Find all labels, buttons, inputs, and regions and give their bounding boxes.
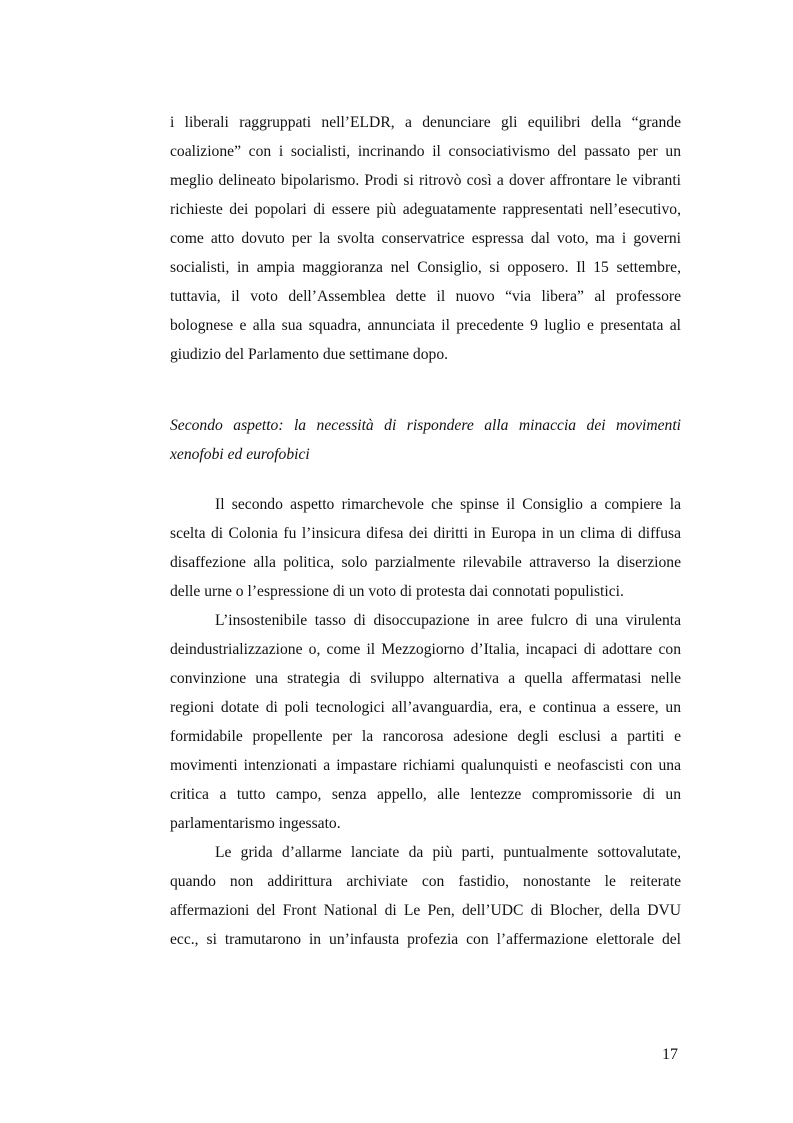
paragraph-line: critica a tutto campo, senza appello, alle lentezze compromissorie di un [170,786,681,803]
paragraph-line: come atto dovuto per la svolta conservatrice espressa dal voto, ma i governi [170,230,681,247]
paragraph-line: coalizione” con i socialisti, incrinando il consociativismo del passato per un [170,143,681,160]
paragraph-line: richieste dei popolari di essere più adeguatamente rappresentati nell’esecutivo, [170,201,681,218]
heading-line: Secondo aspetto: la necessità di rispondere alla minaccia dei movimenti [170,417,681,434]
paragraph-line: giudizio del Parlamento due settimane dopo. [170,346,449,363]
paragraph-line: quando non addirittura archiviate con fastidio, nonostante le reiterate [170,873,681,890]
paragraph-line: delle urne o l’espressione di un voto di protesta dai connotati populistici. [170,583,624,600]
paragraph-line: disaffezione alla politica, solo parzialmente rilevabile attraverso la diserzione [170,554,681,571]
paragraph-line: tuttavia, il voto dell’Assemblea dette il nuovo “via libera” al professore [170,288,681,305]
paragraph-line: ecc., si tramutarono in un’infausta profezia con l’affermazione elettorale del [170,931,681,948]
paragraph-line: i liberali raggruppati nell’ELDR, a denunciare gli equilibri della “grande [170,114,681,131]
section-heading [170,411,681,469]
paragraph-line: scelta di Colonia fu l’insicura difesa dei diritti in Europa in un clima di diffusa [170,525,681,542]
spacer [170,369,681,411]
paragraph-line: affermazioni del Front National di Le Pen, dell’UDC di Blocher, della DVU [170,902,681,919]
paragraph-line: Le grida d’allarme lanciate da più parti, puntualmente sottovalutate, [215,844,681,861]
paragraph-line: L’insostenibile tasso di disoccupazione in aree fulcro di una virulenta [215,612,681,629]
paragraph-line: movimenti intenzionati a impastare richiami qualunquisti e neofascisti con una [170,757,681,774]
paragraph-line: convinzione una strategia di sviluppo alternativa a quella affermatasi nelle [170,670,681,687]
heading-line: xenofobi ed eurofobici [170,446,310,463]
paragraph-line: formidabile propellente per la rancorosa adesione degli esclusi a partiti e [170,728,681,745]
page-number: 17 [662,1046,678,1063]
paragraph-line: socialisti, in ampia maggioranza nel Consiglio, si opposero. Il 15 settembre, [170,259,681,276]
paragraph-2 [170,490,681,606]
paragraph-4 [170,838,681,954]
paragraph-line: parlamentarismo ingessato. [170,815,341,832]
paragraph-line: regioni dotate di poli tecnologici all’avanguardia, era, e continua a essere, un [170,699,681,716]
page-body [170,108,681,954]
paragraph-line: meglio delineato bipolarismo. Prodi si ritrovò così a dover affrontare le vibranti [170,172,681,189]
paragraph-3 [170,606,681,838]
paragraph-line: bolognese e alla sua squadra, annunciata il precedente 9 luglio e presentata al [170,317,681,334]
paragraph-1 [170,108,681,369]
spacer [170,469,681,490]
paragraph-line: deindustrializzazione o, come il Mezzogiorno d’Italia, incapaci di adottare con [170,641,681,658]
paragraph-line: Il secondo aspetto rimarchevole che spinse il Consiglio a compiere la [215,496,681,513]
